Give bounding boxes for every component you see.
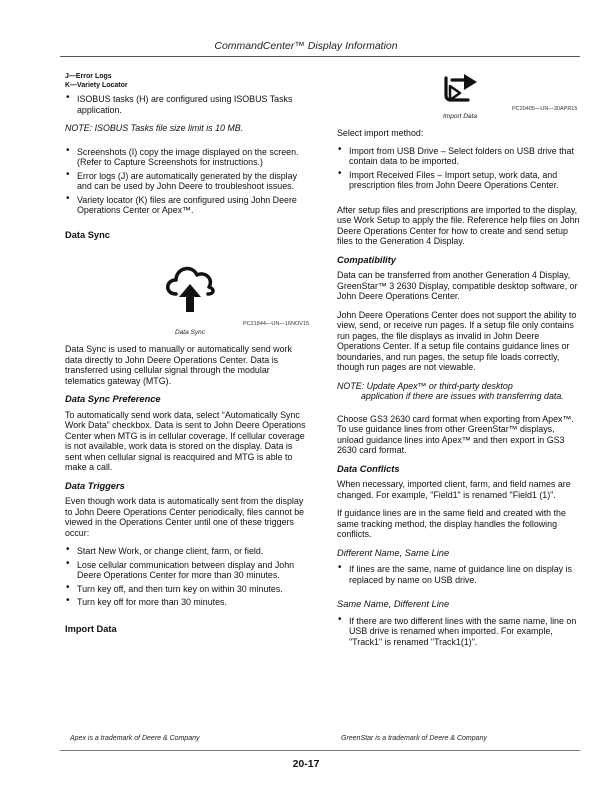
list-item: • Screenshots (I) copy the image displayed on the screen. (Refer to Capture Screenshots for instructions.) <box>65 147 310 168</box>
list-item: • Turn key off for more than 30 minutes. <box>65 597 310 608</box>
list-item: • Variety locator (K) files are configured using John Deere Operations Center or Apex™. <box>65 195 310 216</box>
legend-item-j: J—Error Logs <box>65 73 112 80</box>
bullet-list-isobus <box>65 94 310 115</box>
note-line-2: application if there are issues with transferring data. <box>361 391 564 401</box>
data-conflicts-paragraph-2: If guidance lines are in the same field and created with the same tracking method, the display handles the following conflicts. <box>337 508 566 539</box>
figure-caption: Import Data <box>443 113 477 120</box>
data-triggers-paragraph: Even though work data is automatically sent from the display to John Deere Operations Center periodically, files cannot be viewed in the Operations Center until one of these triggers occur: <box>65 496 305 538</box>
bullet-list-triggers <box>65 546 310 608</box>
section-heading-data-conflicts: Data Conflicts <box>337 463 400 474</box>
data-sync-paragraph: Data Sync is used to manually or automatically send work data directly to John Deere Operations Center. Data is transferred using cellular signal through the modular telematics gateway (MTG). <box>65 344 292 386</box>
bullet-list-import-methods <box>337 146 582 191</box>
list-item: • Import Received Files – Import setup, work data, and prescription files from John Deere Operations Center. <box>337 170 582 191</box>
footer-trademark-greenstar: GreenStar is a trademark of Deere & Company <box>341 735 487 742</box>
footer-divider <box>60 750 580 751</box>
bullet-list-same-name <box>337 616 582 648</box>
list-item: • If lines are the same, name of guidance line on display is replaced by name on USB drive. <box>337 564 582 585</box>
subheading-different-name: Different Name, Same Line <box>337 547 450 558</box>
header-divider <box>60 56 580 57</box>
list-item: • If there are two different lines with the same name, line on USB drive is renamed when imported. For example, "Track1" is renamed "Track1(1)". <box>337 616 582 648</box>
right-column <box>337 70 582 655</box>
bullet-list-different-name <box>337 564 582 585</box>
note-isobus-size: NOTE: ISOBUS Tasks file size limit is 10 MB. <box>65 123 244 133</box>
section-heading-data-triggers: Data Triggers <box>65 480 125 491</box>
section-heading-compatibility: Compatibility <box>337 254 396 265</box>
bullet-list-files <box>65 147 310 216</box>
figure-caption: Data Sync <box>175 329 205 336</box>
section-heading-data-sync: Data Sync <box>65 229 110 240</box>
sync-preference-paragraph: To automatically send work data, select “Automatically Sync Work Data” checkbox. Data is sent to John Deere Operations Center when MTG is in cellular coverage. If cellular coverage is not available, work data is stored on the display. Data is sent when cellular signal is reacquired and MTG is able to make a call. <box>65 409 306 472</box>
list-item: • Turn key off, and then turn key on within 30 minutes. <box>65 584 310 595</box>
import-arrow-icon <box>442 72 482 102</box>
compatibility-paragraph-2: John Deere Operations Center does not support the ability to view, send, or receive run pages. If a setup file only contains run pages, the file displays as invalid in John Deere Operations Center. If a setup file contains guidance lines or boundaries, and run pages, the setup file loads correctly, though run pages are not viewable. <box>337 309 577 372</box>
data-sync-figure <box>65 252 310 344</box>
page-header-title: CommandCenter™ Display Information <box>214 40 398 52</box>
list-item: • Import from USB Drive – Select folders on USB drive that contain data to be imported. <box>337 146 582 167</box>
list-item: • Error logs (J) are automatically generated by the display and can be used by John Deere to troubleshoot issues. <box>65 171 310 192</box>
subheading-same-name: Same Name, Different Line <box>337 599 450 609</box>
gs3-format-paragraph: Choose GS3 2630 card format when exporting from Apex™. To use guidance lines from other GreenStar™ displays, unload guidance lines into Apex™ and then export in GS3 2630 card format. <box>337 413 574 455</box>
import-data-figure <box>337 70 582 128</box>
figure-id: PC21844—UN—16NOV15 <box>243 321 310 327</box>
list-item: • Start New Work, or change client, farm, or field. <box>65 546 310 557</box>
legend-item-k: K—Variety Locator <box>65 82 128 89</box>
list-item: • ISOBUS tasks (H) are configured using ISOBUS Tasks application. <box>65 94 310 115</box>
note-update-apex <box>337 381 582 402</box>
cloud-upload-icon <box>160 256 220 316</box>
data-conflicts-paragraph-1: When necessary, imported client, farm, and field names are changed. For example, "Field1" is renamed "Field1 (1)". <box>337 479 571 500</box>
compatibility-paragraph-1: Data can be transferred from another Generation 4 Display, GreenStar™ 3 2630 Display, compatible desktop software, or John Deere Operations Center. <box>337 270 578 301</box>
left-column <box>65 64 310 646</box>
select-import-method: Select import method: <box>337 128 424 138</box>
note-line-1: NOTE: Update Apex™ or third-party desktop <box>337 380 513 391</box>
section-heading-import-data: Import Data <box>65 623 117 634</box>
section-heading-sync-preference: Data Sync Preference <box>65 394 161 404</box>
figure-legend <box>65 72 310 90</box>
page-number: 20-17 <box>292 758 320 770</box>
figure-id: PC20405—UN—30APR15 <box>512 106 578 112</box>
after-setup-paragraph: After setup files and prescriptions are imported to the display, use Work Setup to apply the file. Reference help files on John Deere Operations Center for how to create and send setup files to the Generation 4 Display. <box>337 204 580 246</box>
list-item: • Lose cellular communication between display and John Deere Operations Center for more than 30 minutes. <box>65 560 310 581</box>
footer-trademark-apex: Apex is a trademark of Deere & Company <box>70 735 200 742</box>
